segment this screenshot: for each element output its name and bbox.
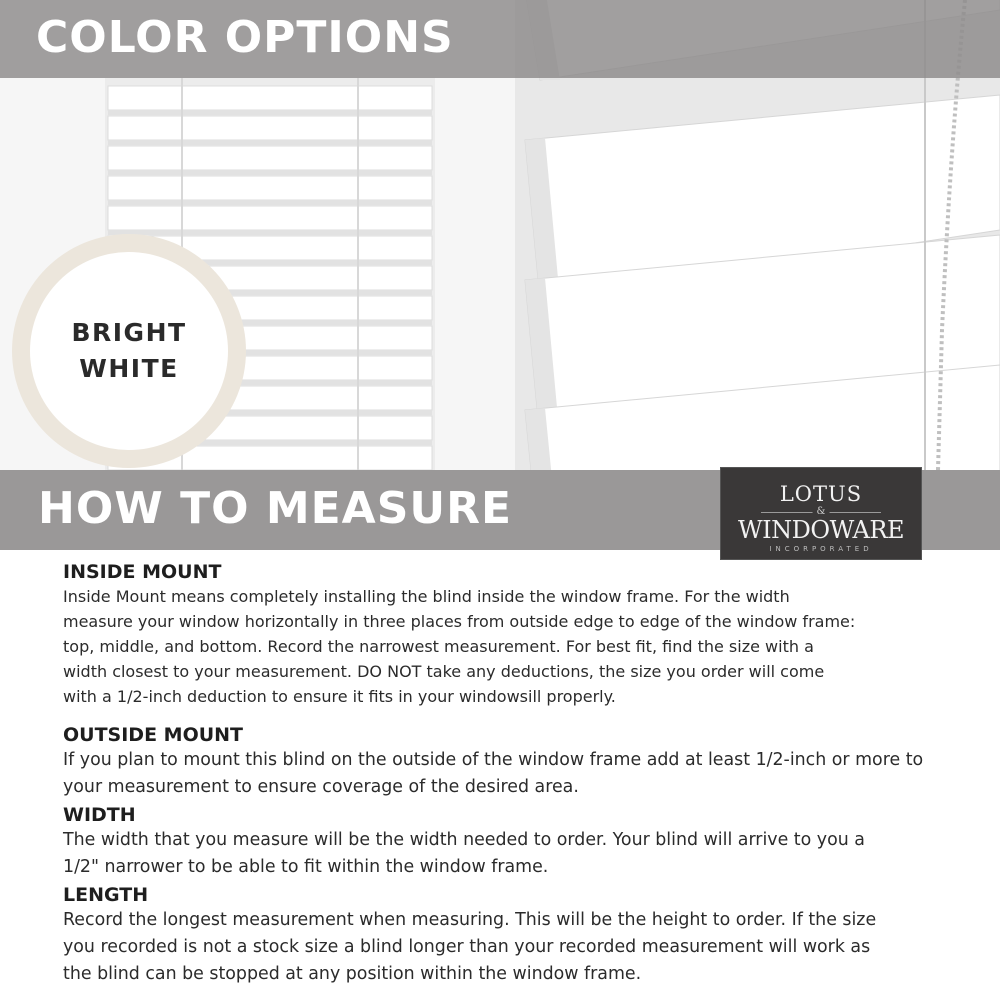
how-to-measure-heading: HOW TO MEASURE [38,483,513,534]
text-line: the blind can be stopped at any position within the window frame. [63,964,642,984]
color-options-heading: COLOR OPTIONS [36,12,454,63]
blind-slat [108,86,432,110]
blind-slat [108,176,432,200]
length-text [63,907,963,988]
color-swatch-label [39,315,219,387]
text-line: top, middle, and bottom. Record the narrowest measurement. For best fit, find the size with a [63,637,814,656]
text-line: width closest to your measurement. DO NOT take any deductions, the size you order will come [63,662,825,681]
text-line: If you plan to mount this blind on the outside of the window frame add at least 1/2-inch or more to [63,750,924,770]
text-line: your measurement to ensure coverage of the desired area. [63,777,579,797]
color-name-line2: WHITE [79,354,179,383]
blind-slat [108,146,432,170]
logo-line1: LOTUS [779,482,863,506]
color-swatch [12,234,246,468]
color-swatch-inner [30,252,228,450]
blind-slat-shadow [108,200,432,205]
blind-slat-shadow [108,110,432,115]
blind-slat-shadow [108,230,432,235]
blind-slat-shadow [108,140,432,145]
text-line: measure your window horizontally in three places from outside edge to edge of the window frame: [63,612,856,631]
text-line: with a 1/2-inch deduction to ensure it fits in your windowsill properly. [63,687,616,706]
blind-slat-shadow [108,170,432,175]
inside-mount-title: INSIDE MOUNT [63,561,222,583]
width-title: WIDTH [63,804,136,826]
logo-line2: WINDOWARE [738,516,904,544]
length-title: LENGTH [63,884,149,906]
logo-ampersand: & [813,506,830,517]
color-name-line1: BRIGHT [71,318,187,347]
text-line: 1/2" narrower to be able to fit within the window frame. [63,857,549,877]
outside-mount-section [63,723,963,801]
outside-mount-title: OUTSIDE MOUNT [63,724,244,746]
width-section [63,803,963,881]
width-text [63,827,963,881]
blind-slat [108,116,432,140]
outside-mount-text [63,747,963,801]
color-options-banner [0,0,1000,78]
logo-line3: INCORPORATED [769,545,873,553]
inside-mount-section [63,560,963,709]
lotus-windoware-logo [720,467,922,560]
length-section [63,883,963,988]
text-line: Inside Mount means completely installing the blind inside the window frame. For the width [63,587,790,606]
text-line: you recorded is not a stock size a blind longer than your recorded measurement will work as [63,937,871,957]
blind-slat [108,206,432,230]
measure-instructions [63,560,963,988]
text-line: Record the longest measurement when measuring. This will be the height to order. If the size [63,910,877,930]
text-line: The width that you measure will be the width needed to order. Your blind will arrive to you a [63,830,865,850]
inside-mount-text [63,584,963,709]
